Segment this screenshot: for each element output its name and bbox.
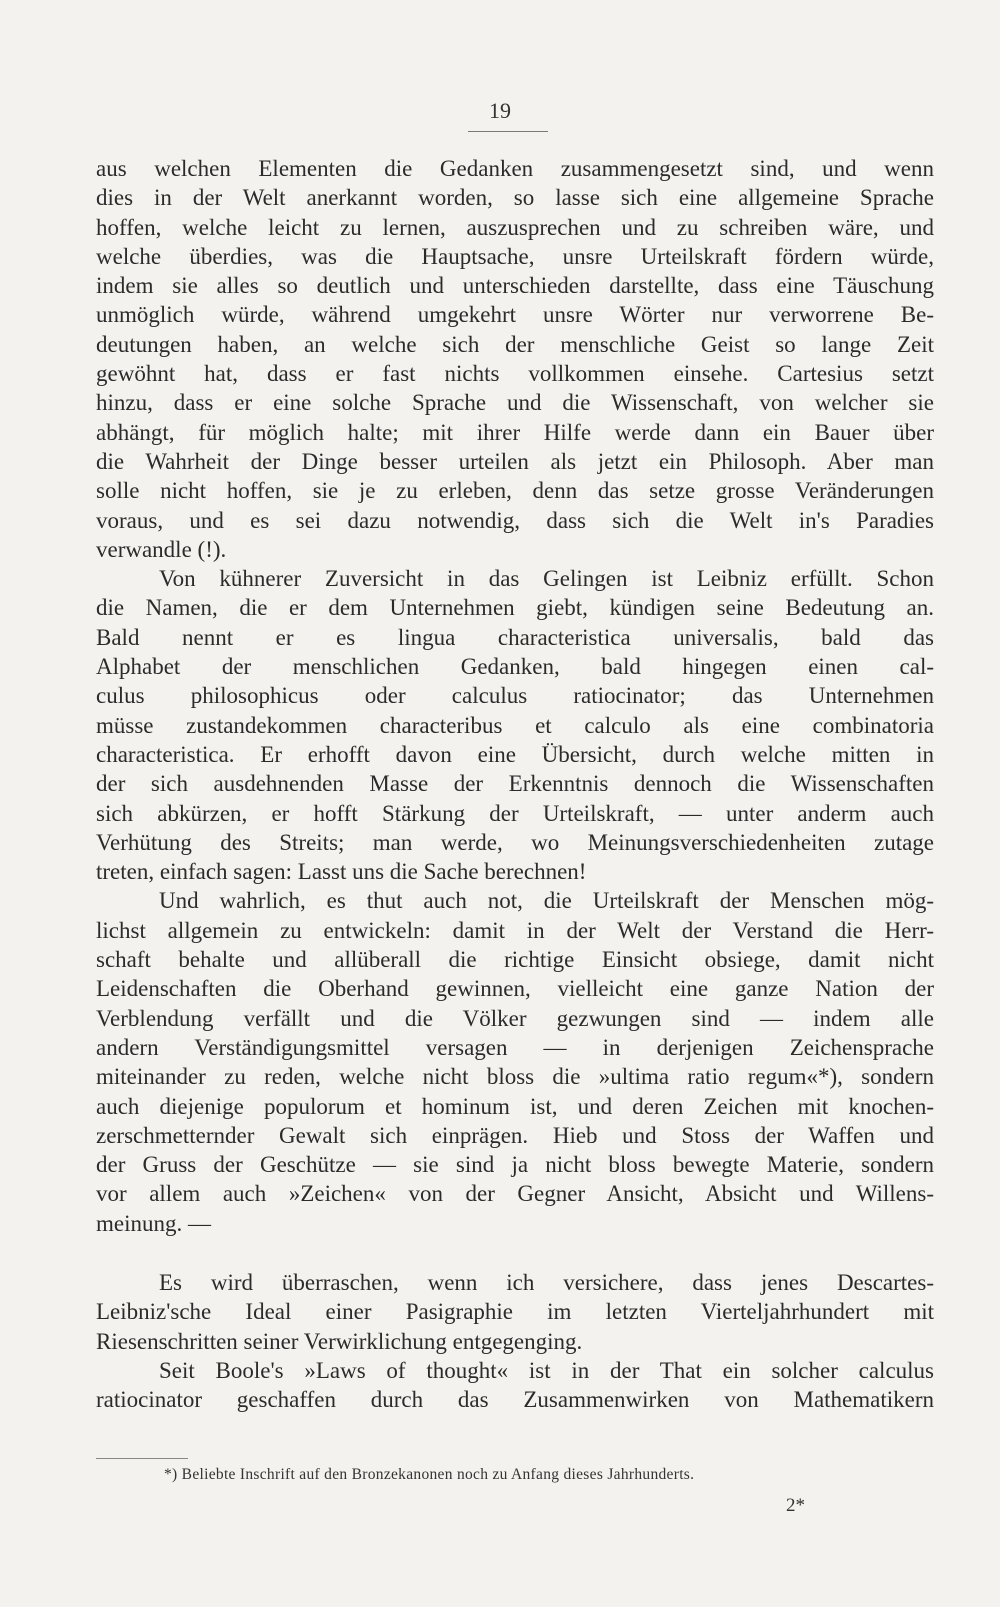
text-line: verwandle (!). [96, 536, 227, 562]
text-line: der Gruss der Geschütze — sie sind ja nicht bloss bewegte Materie, sondern [96, 1152, 934, 1178]
text-line: Bald nennt er es lingua characteristica universalis, bald das [96, 624, 934, 650]
text-line: auch diejenige populorum et hominum ist, und deren Zeichen mit knochen- [96, 1093, 934, 1119]
text-line: zerschmetternder Gewalt sich einprägen. Hieb und Stoss der Waffen und [96, 1122, 934, 1148]
text-line: sich abkürzen, er hofft Stärkung der Urteilskraft, — unter anderm auch [96, 800, 934, 826]
text-line: müsse zustandekommen characteribus et calculo als eine combinatoria [96, 712, 934, 738]
text-line: Alphabet der menschlichen Gedanken, bald hingegen einen cal- [96, 654, 934, 680]
text-line: Und wahrlich, es thut auch not, die Urteilskraft der Menschen mög- [159, 888, 934, 914]
text-line: abhängt, für möglich halte; mit ihrer Hilfe werde dann ein Bauer über [96, 419, 934, 445]
footnote-rule [96, 1458, 188, 1459]
text-line: die Wahrheit der Dinge besser urteilen als jetzt ein Philosoph. Aber man [96, 448, 934, 474]
text-line: characteristica. Er erhofft davon eine Übersicht, durch welche mitten in [96, 741, 934, 767]
text-line: Seit Boole's »Laws of thought« ist in der That ein solcher calculus [159, 1357, 934, 1383]
text-line: der sich ausdehnenden Masse der Erkenntnis dennoch die Wissenschaften [96, 771, 934, 797]
text-line: schaft behalte und allüberall die richtige Einsicht obsiege, damit nicht [96, 947, 934, 973]
text-line: miteinander zu reden, welche nicht bloss die »ultima ratio regum«*), sondern [96, 1064, 934, 1090]
header-rule [468, 131, 548, 132]
text-line: welche überdies, was die Hauptsache, unsre Urteilskraft fördern würde, [96, 243, 934, 269]
text-line: vor allem auch »Zeichen« von der Gegner Ansicht, Absicht und Willens- [96, 1181, 934, 1207]
text-line: unmöglich würde, während umgekehrt unsre Wörter nur verworrene Be- [96, 302, 934, 328]
text-line: meinung. — [96, 1210, 211, 1236]
text-line: indem sie alles so deutlich und unterschieden darstellte, dass eine Täuschung [96, 273, 934, 299]
text-line: solle nicht hoffen, sie je zu erleben, denn das setze grosse Veränderungen [96, 478, 934, 504]
text-line: andern Verständigungsmittel versagen — in derjenigen Zeichensprache [96, 1034, 934, 1060]
text-line: aus welchen Elementen die Gedanken zusammengesetzt sind, und wenn [96, 156, 934, 181]
text-line: treten, einfach sagen: Lasst uns die Sache berechnen! [96, 859, 587, 885]
text-line: hinzu, dass er eine solche Sprache und die Wissenschaft, von welcher sie [96, 390, 934, 416]
text-line: ratiocinator geschaffen durch das Zusammenwirken von Mathematikern [96, 1387, 934, 1413]
body-text [96, 154, 934, 1414]
text-line: deutungen haben, an welche sich der menschliche Geist so lange Zeit [96, 331, 934, 357]
text-line: hoffen, welche leicht zu lernen, auszusprechen und zu schreiben wäre, und [96, 214, 934, 240]
text-line: die Namen, die er dem Unternehmen giebt, kündigen seine Bedeutung an. [96, 595, 934, 621]
footnote: *) Beliebte Inschrift auf den Bronzekanonen noch zu Anfang dieses Jahrhunderts. [164, 1466, 695, 1483]
text-line: gewöhnt hat, dass er fast nichts vollkommen einsehe. Cartesius setzt [96, 361, 934, 387]
text-line: Leibniz'sche Ideal einer Pasigraphie im letzten Vierteljahrhundert mit [96, 1299, 934, 1325]
text-line: Verblendung verfällt und die Völker gezwungen sind — indem alle [96, 1005, 934, 1031]
text-line: lichst allgemein zu entwickeln: damit in der Welt der Verstand die Herr- [96, 917, 934, 943]
text-line: culus philosophicus oder calculus ratiocinator; das Unternehmen [96, 683, 934, 709]
text-line: Verhütung des Streits; man werde, wo Meinungsverschiedenheiten zutage [96, 829, 934, 855]
paragraph-gap [96, 1238, 934, 1268]
page-number: 19 [489, 98, 511, 123]
text-line: dies in der Welt anerkannt worden, so lasse sich eine allgemeine Sprache [96, 185, 934, 211]
text-line: Es wird überraschen, wenn ich versichere, dass jenes Descartes- [159, 1269, 934, 1295]
text-line: Riesenschritten seiner Verwirklichung entgegenging. [96, 1328, 583, 1354]
text-line: voraus, und es sei dazu notwendig, dass sich die Welt in's Paradies [96, 507, 934, 533]
text-line: Leidenschaften die Oberhand gewinnen, vielleicht eine ganze Nation der [96, 976, 934, 1002]
text-line: Von kühnerer Zuversicht in das Gelingen ist Leibniz erfüllt. Schon [159, 566, 934, 592]
signature-mark: 2* [786, 1495, 805, 1516]
